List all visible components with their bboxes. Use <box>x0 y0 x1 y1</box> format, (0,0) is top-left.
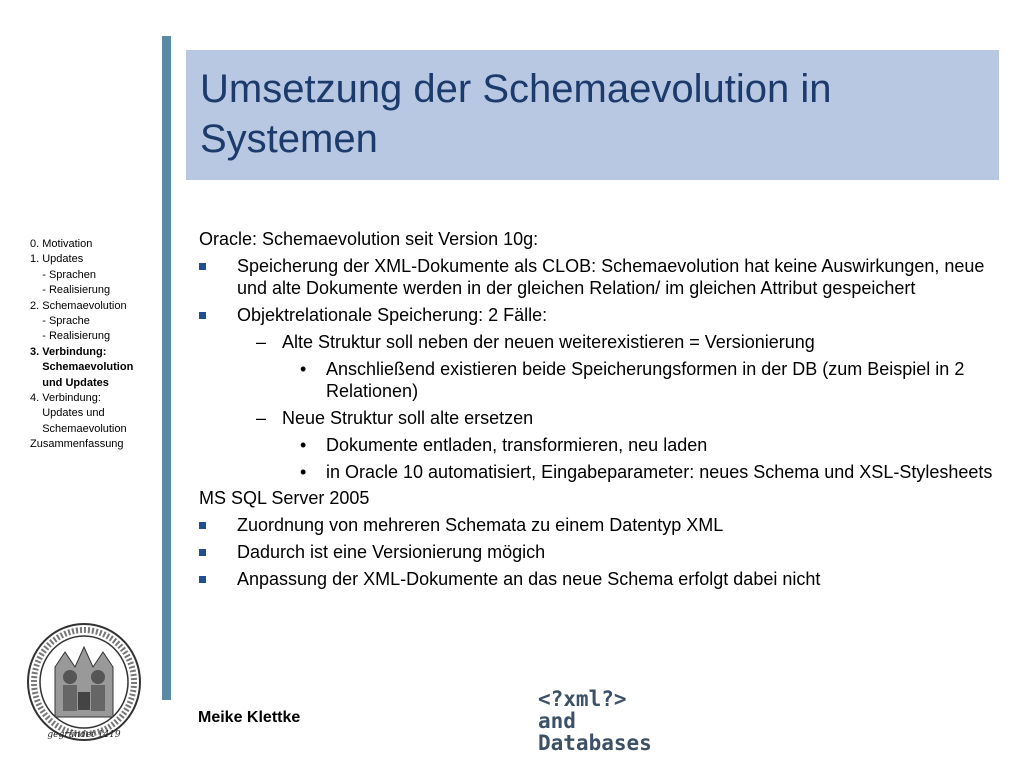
bullet-text: Oracle: Schemaevolution seit Version 10g: <box>199 229 539 249</box>
nav-item: Schemaevolution <box>30 361 134 374</box>
nav-item: 1. Updates <box>30 253 84 266</box>
bullet-line-level-1 <box>199 255 999 299</box>
square-bullet-icon <box>199 312 206 319</box>
bullet-line-level-2 <box>199 407 999 429</box>
dot-bullet-icon: • <box>300 435 307 455</box>
square-bullet-icon <box>199 576 206 583</box>
nav-item: und Updates <box>30 376 109 389</box>
title-banner <box>186 50 999 180</box>
nav-item: 3. Verbindung: <box>30 345 107 358</box>
bullet-text: Zuordnung von mehreren Schemata zu einem Datentyp XML <box>237 515 724 535</box>
author-name: Meike Klettke <box>198 709 301 726</box>
nav-item: - Sprache <box>30 315 90 328</box>
bullet-line-level-1 <box>199 304 999 326</box>
dot-bullet-icon: • <box>300 359 307 379</box>
bullet-text: Dadurch ist eine Versionierung mögich <box>237 542 546 562</box>
nav-item: - Realisierung <box>30 330 111 343</box>
bullet-text: Anpassung der XML-Dokumente an das neue Schema erfolgt dabei nicht <box>237 569 821 589</box>
square-bullet-icon <box>199 522 206 529</box>
bullet-line-level-1 <box>199 568 999 590</box>
bullet-text: Objektrelationale Speicherung: 2 Fälle: <box>237 305 548 325</box>
nav-item: - Realisierung <box>30 284 111 297</box>
bullet-text: MS SQL Server 2005 <box>199 488 370 508</box>
logo-line: and <box>538 709 576 733</box>
dash-bullet-icon: – <box>256 408 267 428</box>
bullet-text: Dokumente entladen, transformieren, neu laden <box>326 435 708 455</box>
seal-founded-text: gegründet 1419 <box>47 730 121 740</box>
bullet-line-level-3 <box>199 358 999 402</box>
slide-title: Umsetzung der Schemaevolution in Systemen <box>200 67 832 161</box>
nav-item: 4. Verbindung: <box>30 392 101 405</box>
bullet-line-level-3 <box>199 461 999 483</box>
slide-content <box>199 224 999 590</box>
xml-and-databases-logo <box>538 688 652 754</box>
bullet-line-level-3 <box>199 434 999 456</box>
nav-item: Zusammenfassung <box>30 438 124 451</box>
dot-bullet-icon: • <box>300 462 307 482</box>
university-seal-icon <box>25 622 143 746</box>
bullet-text: Anschließend existieren beide Speicherungsformen in der DB (zum Beispiel in 2 Relationen) <box>326 359 965 401</box>
bullet-line-level-1 <box>199 541 999 563</box>
nav-item: - Sprachen <box>30 268 97 281</box>
bullet-line-level-0 <box>199 487 999 509</box>
square-bullet-icon <box>199 549 206 556</box>
dash-bullet-icon: – <box>256 332 267 352</box>
bullet-text: Alte Struktur soll neben der neuen weiterexistieren = Versionierung <box>282 332 815 352</box>
square-bullet-icon <box>199 263 206 270</box>
bullet-text: Neue Struktur soll alte ersetzen <box>282 408 534 428</box>
nav-item: Schemaevolution <box>30 422 127 435</box>
bullet-line-level-1 <box>199 514 999 536</box>
nav-item: 2. Schemaevolution <box>30 299 127 312</box>
bullet-text: Speicherung der XML-Dokumente als CLOB: Schemaevolution hat keine Auswirkungen, neue und alte Dokumente werden in der gleichen Relation/ im gleichen Attribut gespeichert <box>237 256 985 298</box>
logo-line: Databases <box>538 731 652 755</box>
nav-item: Updates und <box>30 407 105 420</box>
logo-line: <?xml?> <box>538 687 627 711</box>
vertical-accent-bar <box>162 36 171 700</box>
outline-navigation <box>30 237 158 453</box>
bullet-text: in Oracle 10 automatisiert, Eingabeparameter: neues Schema und XSL-Stylesheets <box>326 462 993 482</box>
nav-item: 0. Motivation <box>30 238 93 250</box>
bullet-line-level-2 <box>199 331 999 353</box>
bullet-line-level-0 <box>199 228 999 250</box>
